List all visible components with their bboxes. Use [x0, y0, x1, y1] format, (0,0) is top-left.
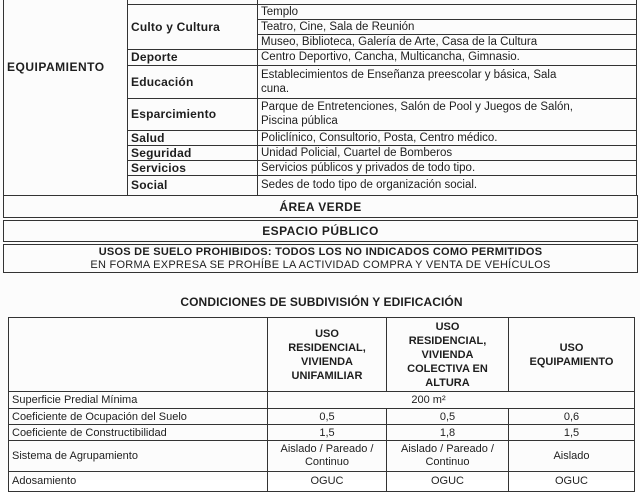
detail-cell [258, 130, 637, 145]
category-cell: Educación [128, 65, 258, 98]
detail-cell [258, 160, 637, 175]
usos-prohibidos-band [3, 244, 638, 273]
value-cell: OGUC [509, 472, 635, 492]
value-line: Aislado / Pareado / [280, 443, 374, 455]
header-row [9, 318, 635, 392]
detail-cell [258, 49, 637, 65]
detail-cell [258, 34, 637, 49]
detail-cell [258, 19, 637, 34]
usos-prohibidos-line2: EN FORMA EXPRESA SE PROHÍBE LA ACTIVIDAD COMPRA Y VENTA DE VEHÍCULOS [90, 258, 551, 271]
value-cell [387, 441, 509, 472]
detail-text: Teatro, Cine, Sala de Reunión [261, 20, 415, 33]
value-cell: OGUC [268, 472, 387, 492]
condiciones-table [8, 317, 635, 492]
table-row [9, 425, 635, 441]
area-verde-band [3, 195, 638, 218]
category-cell: Seguridad [128, 145, 258, 160]
category-cell: Servicios [128, 160, 258, 175]
category-cell: Deporte [128, 49, 258, 65]
row-label: Superficie Predial Mínima [9, 392, 268, 409]
value-cell [268, 441, 387, 472]
detail-text: cuna. [261, 82, 290, 95]
row-label: Sistema de Agrupamiento [9, 441, 268, 472]
detail-text: Templo [261, 5, 299, 18]
detail-cell [258, 98, 637, 130]
row-label: Coeficiente de Constructibilidad [9, 425, 268, 441]
header-line: USO [559, 341, 584, 354]
espacio-publico-label: ESPACIO PÚBLICO [262, 224, 379, 238]
detail-text: Museo, Biblioteca, Galería de Arte, Casa de la Cultura [261, 35, 538, 48]
category-cell: Esparcimiento [128, 98, 258, 130]
header-line: COLECTIVA EN [407, 362, 488, 375]
value-cell [509, 441, 635, 472]
category-cell: Social [128, 175, 258, 195]
category-cell: Salud [128, 130, 258, 145]
row-label: Coeficiente de Ocupación del Suelo [9, 409, 268, 425]
value-line: Aislado [553, 449, 590, 462]
value-cell: 1,5 [268, 425, 387, 441]
table-row [9, 392, 635, 409]
header-line: USO [315, 327, 339, 340]
value-cell: OGUC [387, 472, 509, 492]
header-line: ALTURA [425, 376, 470, 389]
header-line: UNIFAMILIAR [291, 369, 363, 382]
detail-text: Establecimientos de Enseñanza preescolar y básica, Sala [261, 68, 557, 81]
category-cell: Culto y Cultura [128, 4, 258, 49]
equipamiento-label: EQUIPAMIENTO [7, 60, 105, 74]
usos-prohibidos-line1: USOS DE SUELO PROHIBIDOS: TODOS LOS NO INDICADOS COMO PERMITIDOS [98, 245, 543, 258]
detail-text: Unidad Policial, Cuartel de Bomberos [261, 146, 453, 159]
espacio-publico-band [3, 220, 638, 242]
detail-text: Piscina pública [261, 115, 338, 127]
detail-text: Policlínico, Consultorio, Posta, Centro médico. [261, 131, 498, 144]
section-cell [4, 0, 128, 195]
detail-cell [258, 4, 637, 19]
detail-cell [258, 145, 637, 160]
header-empty-cell [9, 318, 268, 392]
value-line: Continuo [425, 456, 470, 468]
value-cell: 1,8 [387, 425, 509, 441]
value-line: Aislado / Pareado / [401, 443, 494, 455]
detail-text: Sedes de todo tipo de organización social. [261, 179, 478, 191]
value-cell: 0,5 [387, 409, 509, 425]
header-line: RESIDENCIAL, [408, 334, 487, 347]
header-line: EQUIPAMIENTO [529, 355, 614, 368]
value-cell: 0,5 [268, 409, 387, 425]
condiciones-title: CONDICIONES DE SUBDIVISIÓN Y EDIFICACIÓN [180, 295, 463, 309]
table-row [9, 409, 635, 425]
header-line: RESIDENCIAL, [288, 341, 366, 354]
detail-cell [258, 65, 637, 98]
merged-value-cell: 200 m² [268, 392, 635, 409]
row-label: Adosamiento [9, 472, 268, 492]
detail-text: Parque de Entretenciones, Salón de Pool y Juegos de Salón, [261, 101, 573, 113]
header-cell-colectiva [387, 318, 509, 392]
area-verde-label: ÁREA VERDE [279, 199, 362, 214]
table-row [9, 441, 635, 472]
header-line: VIVIENDA [421, 348, 474, 361]
value-cell: 0,6 [509, 409, 635, 425]
header-cell-unifamiliar [268, 318, 387, 392]
value-line: Continuo [304, 456, 350, 468]
equipamiento-table [3, 0, 637, 196]
detail-text: Servicios públicos y privados de todo tipo. [261, 161, 476, 174]
detail-cell [258, 175, 637, 195]
value-cell: 1,5 [509, 425, 635, 441]
header-line: USO [435, 320, 460, 333]
header-cell-equipamiento [509, 318, 635, 392]
header-line: VIVIENDA [301, 355, 353, 368]
detail-text: Centro Deportivo, Cancha, Multicancha, Gimnasio. [261, 51, 520, 63]
table-row [9, 472, 635, 492]
